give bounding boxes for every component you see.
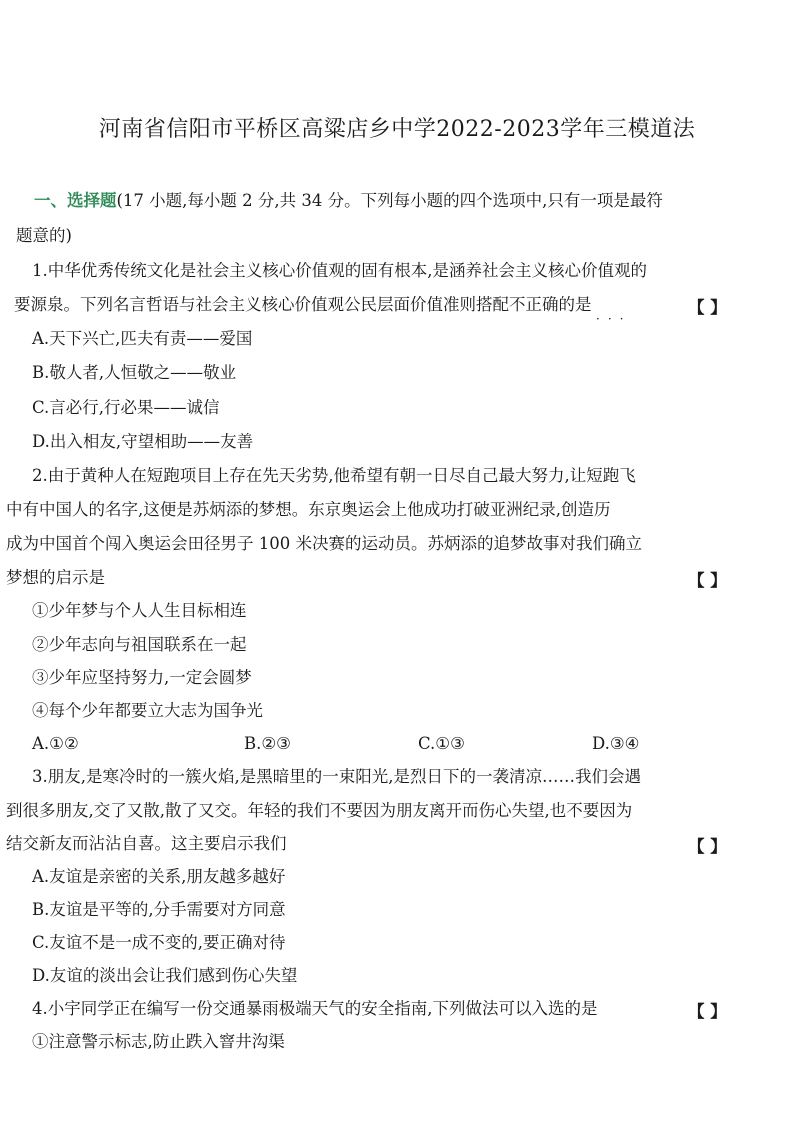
q2-line4: 梦想的启示是 xyxy=(6,568,105,587)
q1-option-d: D.出入相友,守望相助——友善 xyxy=(32,432,254,451)
q2-choice-d: D.③④ xyxy=(592,734,640,753)
q1-option-b: B.敬人者,人恒敬之——敬业 xyxy=(32,363,237,382)
q2-statement-4: ④每个少年都要立大志为国争光 xyxy=(32,701,263,720)
q3-line3: 结交新友而沾沾自喜。这主要启示我们 xyxy=(6,834,287,853)
q2-line2: 中有中国人的名字,这便是苏炳添的梦想。东京奥运会上他成功打破亚洲纪录,创造历 xyxy=(6,500,611,519)
q2-line3: 成为中国首个闯入奥运会田径男子 100 米决赛的运动员。苏炳添的追梦故事对我们确立 xyxy=(6,534,642,553)
q2-statement-3: ③少年应坚持努力,一定会圆梦 xyxy=(32,668,252,687)
q1-option-c: C.言必行,行必果——诚信 xyxy=(32,398,220,417)
q3-option-c: C.友谊不是一成不变的,要正确对待 xyxy=(32,933,286,952)
q3-option-a: A.友谊是亲密的关系,朋友越多越好 xyxy=(32,867,286,886)
q2-choice-c: C.①③ xyxy=(418,734,465,753)
q3-line1: 3.朋友,是寒冷时的一簇火焰,是黑暗里的一束阳光,是烈日下的一袭清凉……我们会遇 xyxy=(32,767,641,786)
q2-statement-1: ①少年梦与个人人生目标相连 xyxy=(32,601,247,620)
q1-line1: 1.中华优秀传统文化是社会主义核心价值观的固有根本,是涵养社会主义核心价值观的 xyxy=(32,261,647,280)
q2-choice-a: A.①② xyxy=(32,734,79,753)
q4-answer-bracket: 【 】 xyxy=(688,1002,727,1021)
q1-answer-bracket: 【 】 xyxy=(688,298,727,317)
q1-option-a: A.天下兴亡,匹夫有责——爱国 xyxy=(32,329,253,348)
q2-choice-b: B.②③ xyxy=(244,734,291,753)
q1-line2: 要源泉。下列名言哲语与社会主义核心价值观公民层面价值准则搭配不正确的是 xyxy=(14,295,592,314)
q2-statement-2: ②少年志向与祖国联系在一起 xyxy=(32,635,247,654)
section-desc-line2: 题意的) xyxy=(16,226,72,245)
q4-statement-1: ①注意警示标志,防止跌入窨井沟渠 xyxy=(32,1032,285,1051)
section-header xyxy=(34,190,663,212)
q2-answer-bracket: 【 】 xyxy=(688,571,727,590)
q3-answer-bracket: 【 】 xyxy=(688,837,727,856)
q2-line1: 2.由于黄种人在短跑项目上存在先天劣势,他希望有朝一日尽自己最大努力,让短跑飞 xyxy=(32,466,636,485)
q4-line1: 4.小宇同学正在编写一份交通暴雨极端天气的安全指南,下列做法可以入选的是 xyxy=(32,999,598,1018)
q3-option-b: B.友谊是平等的,分手需要对方同意 xyxy=(32,900,286,919)
q3-line2: 到很多朋友,交了又散,散了又交。年轻的我们不要因为朋友离开而伤心失望,也不要因为 xyxy=(6,801,633,820)
emphasis-dots: ··· xyxy=(596,312,632,326)
section-desc-line1: (17 小题,每小题 2 分,共 34 分。下列每小题的四个选项中,只有一项是最符 xyxy=(116,191,663,210)
q3-option-d: D.友谊的淡出会让我们感到伤心失望 xyxy=(32,966,298,985)
section-label: 一、选择题 xyxy=(34,191,117,210)
page-title: 河南省信阳市平桥区高粱店乡中学2022-2023学年三模道法 xyxy=(98,117,696,142)
